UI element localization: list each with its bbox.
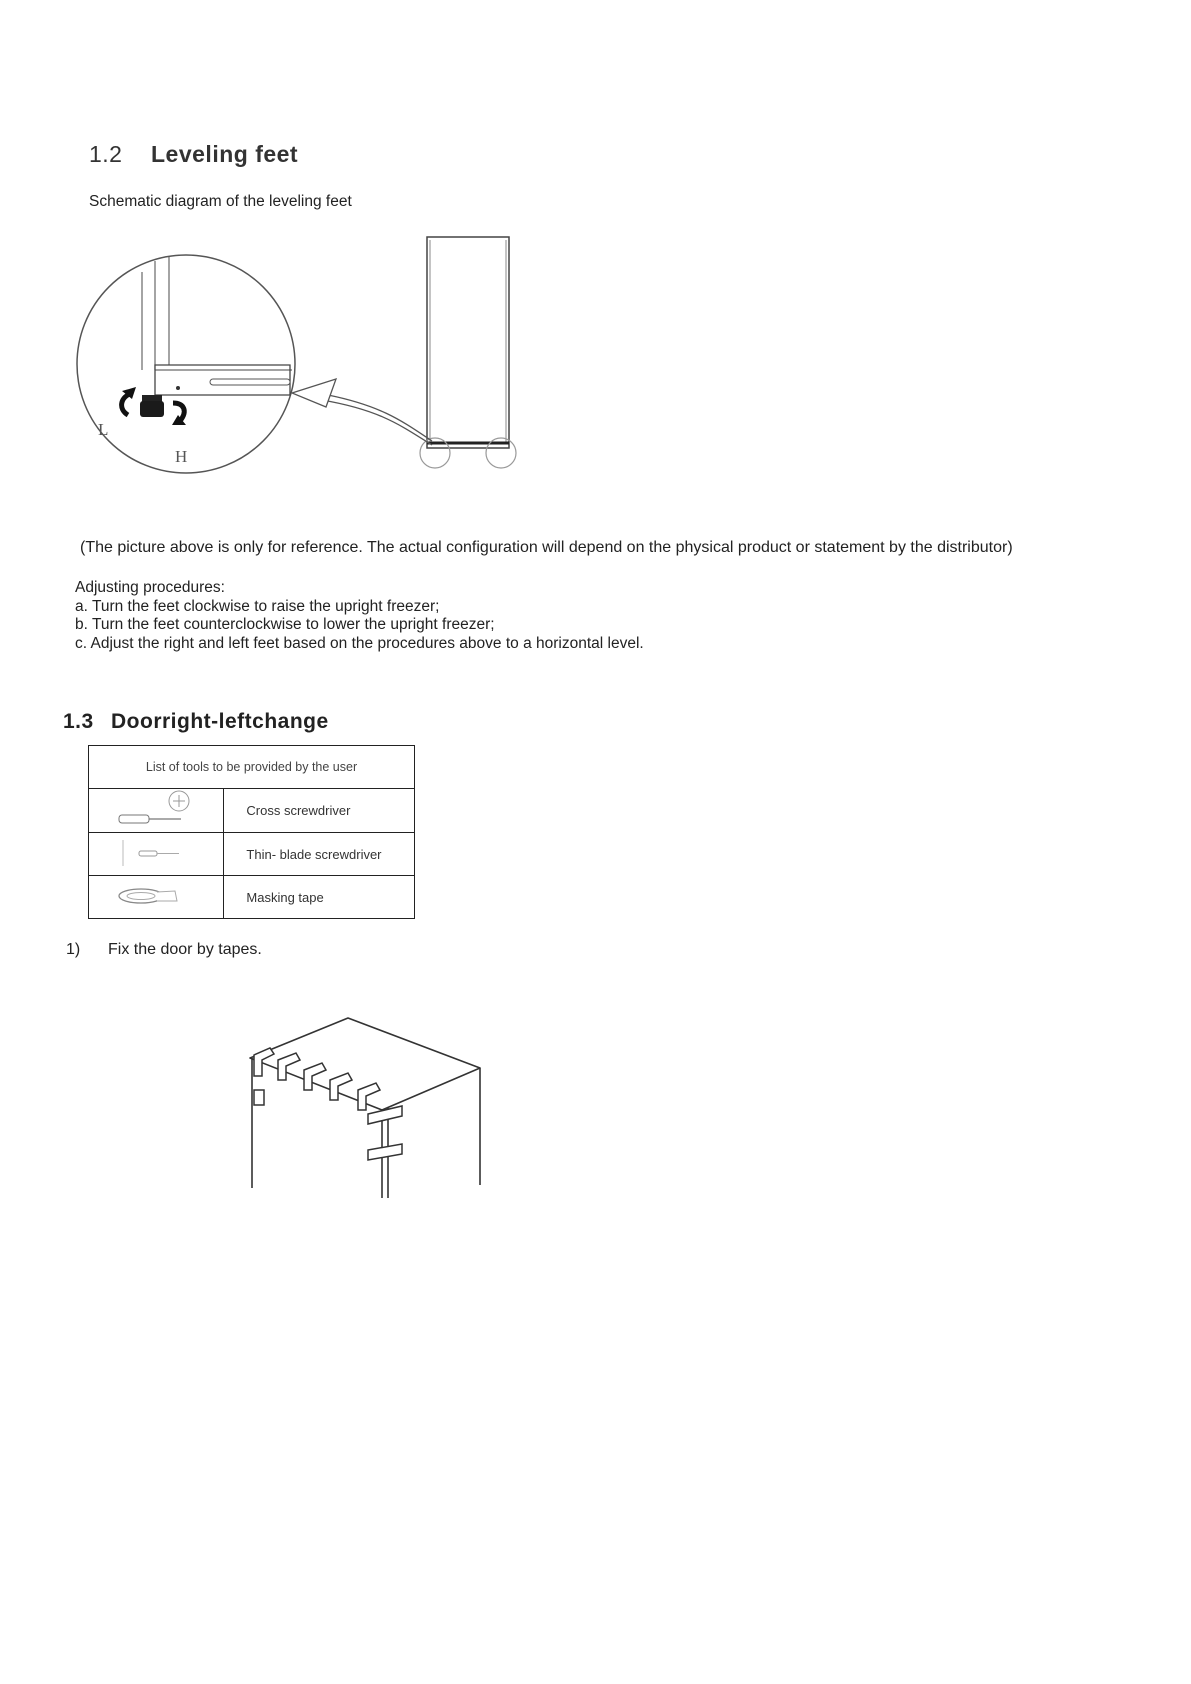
section-title: Leveling feet (151, 141, 299, 167)
procedures-heading: Adjusting procedures: (75, 579, 225, 596)
taped-door-illustration (240, 1010, 490, 1200)
tool-label: Thin- blade screwdriver (224, 833, 415, 876)
label-l: L (98, 420, 109, 439)
step-text: Fix the door by tapes. (108, 941, 262, 958)
section-heading-1-2 (89, 141, 298, 168)
tool-label: Masking tape (224, 876, 415, 919)
section-heading-1-3 (63, 710, 329, 734)
leveling-feet-diagram (60, 225, 530, 495)
section-title: Doorright-leftchange (111, 710, 329, 733)
step-number: 1) (66, 941, 81, 958)
table-row (89, 876, 415, 919)
thin-blade-screwdriver-icon (111, 838, 201, 868)
procedure-b: b. Turn the feet counterclockwise to lower the upright freezer; (75, 616, 495, 633)
procedure-c: c. Adjust the right and left feet based on the procedures above to a horizontal level. (75, 634, 644, 652)
section-number: 1.3 (63, 710, 94, 733)
step-1 (66, 941, 262, 959)
magnified-foot-detail (77, 255, 295, 473)
freezer-cabinet (420, 237, 516, 468)
diagram-caption: Schematic diagram of the leveling feet (89, 193, 352, 210)
masking-tape-icon (111, 881, 201, 911)
tool-label: Cross screwdriver (224, 789, 415, 833)
tools-table-header: List of tools to be provided by the user (89, 746, 415, 789)
cross-screwdriver-icon (111, 789, 201, 829)
pointer-arrow-icon (292, 379, 432, 445)
table-row (89, 833, 415, 876)
tools-table (88, 745, 415, 919)
label-h: H (175, 447, 188, 466)
reference-note: (The picture above is only for reference. The actual configuration will depend on the physical product or statement by the distributor) (80, 539, 1013, 556)
adjusting-procedures (75, 579, 644, 653)
table-row (89, 789, 415, 833)
section-number: 1.2 (89, 141, 123, 167)
procedure-a: a. Turn the feet clockwise to raise the upright freezer; (75, 597, 440, 615)
